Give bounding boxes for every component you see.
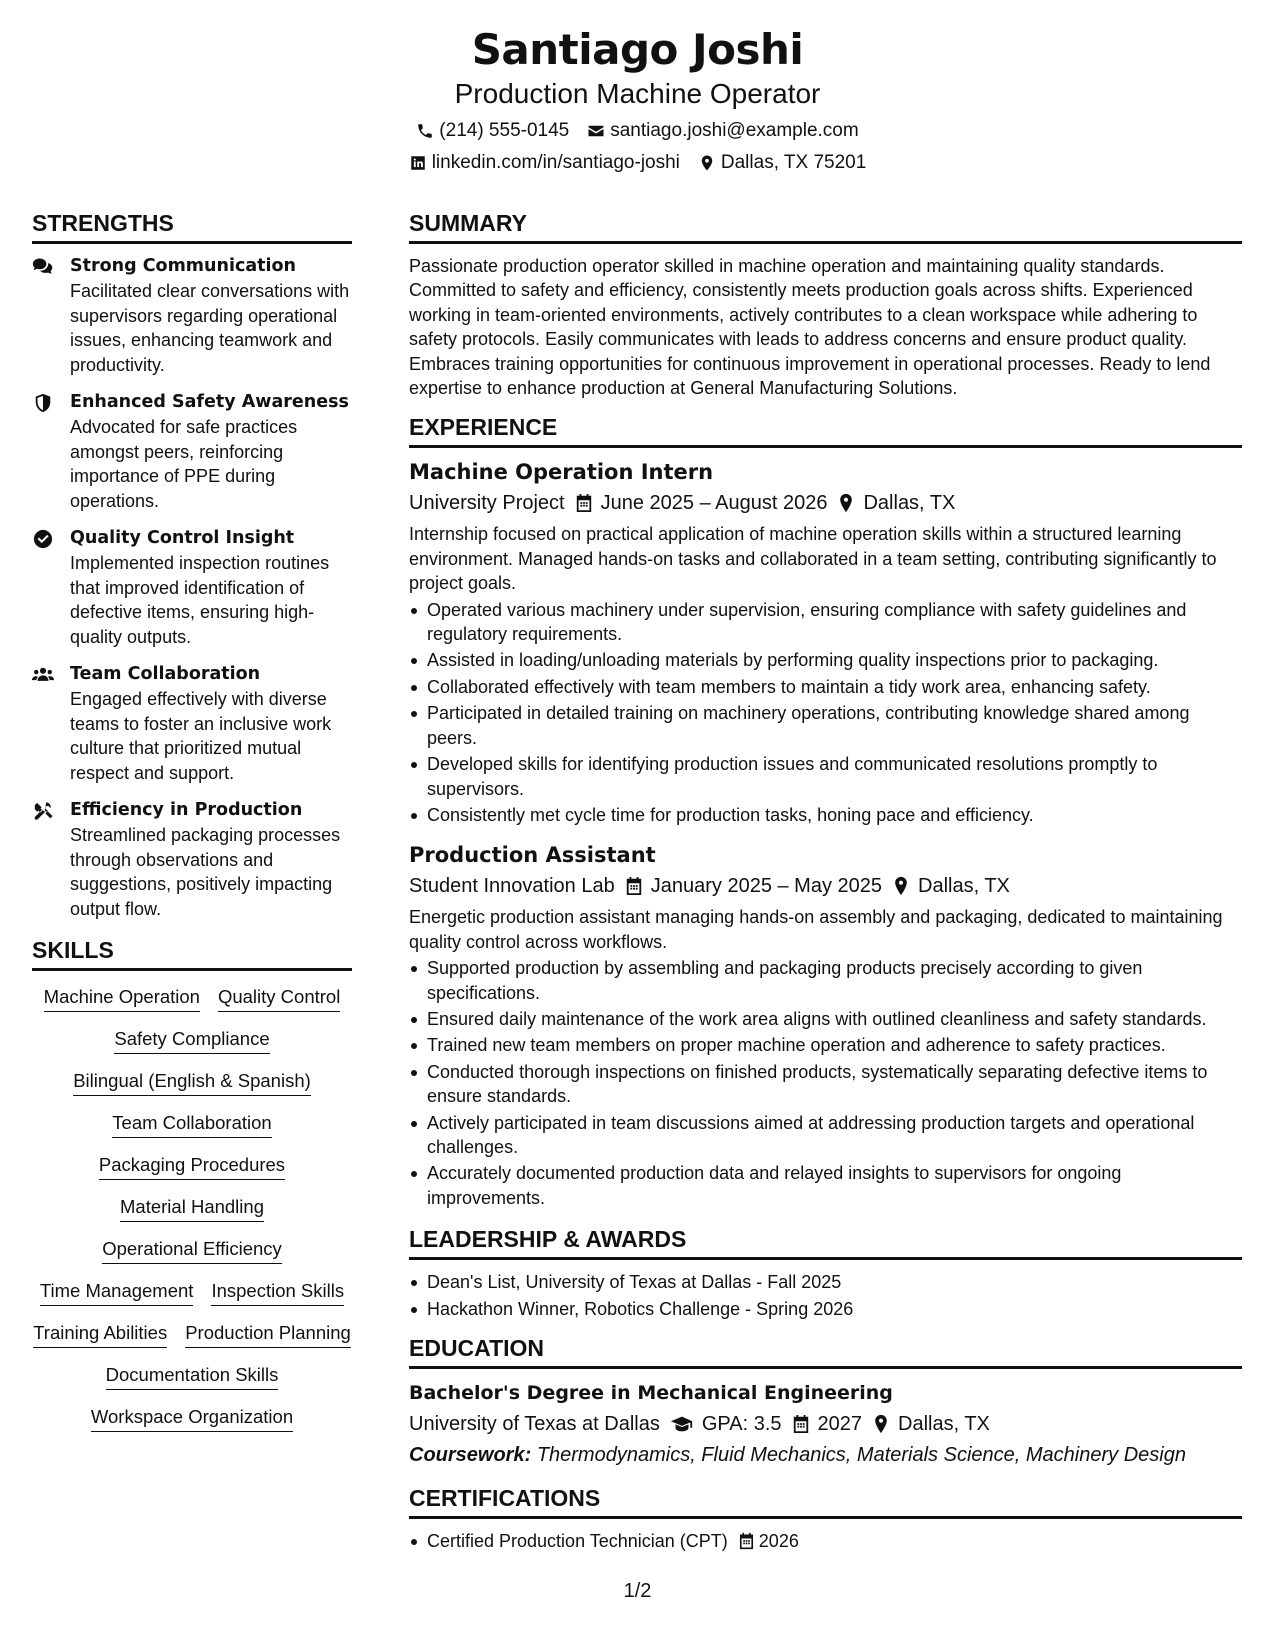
- strengths-heading: STRENGTHS: [32, 208, 352, 244]
- list-item: Dean's List, University of Texas at Dallas - Fall 2025: [409, 1270, 1242, 1294]
- strength-item: [32, 798, 352, 921]
- list-item: Participated in detailed training on machinery operations, contributing knowledge shared among peers.: [409, 701, 1242, 750]
- email-text: santiago.joshi@example.com: [610, 120, 859, 141]
- skill-tag: Training Abilities: [33, 1321, 167, 1348]
- skills-list: [32, 981, 352, 1432]
- job-title: Machine Operation Intern: [409, 460, 714, 485]
- list-item: Operated various machinery under supervision, ensuring compliance with safety guidelines and regulatory requirements.: [409, 598, 1242, 647]
- coursework-label: Coursework:: [409, 1444, 532, 1466]
- job-meta: [409, 871, 1242, 901]
- certifications-list: [409, 1529, 1242, 1553]
- map-marker-icon: [872, 1414, 890, 1434]
- right-column: [409, 208, 1242, 1555]
- list-item: Conducted thorough inspections on finished products, systematically separating defective items to ensure standards.: [409, 1060, 1242, 1109]
- coursework-text: Thermodynamics, Fluid Mechanics, Materials Science, Machinery Design: [536, 1444, 1186, 1466]
- phone-text: (214) 555-0145: [439, 120, 570, 141]
- education-meta: [409, 1409, 1242, 1439]
- calendar-icon: [625, 876, 643, 896]
- job-entry: [409, 458, 1242, 827]
- job-description: Internship focused on practical application of machine operation skills within a structured learning environment. Managed hands-on tasks and collaborated in a team setting, contributing significantly to project goals.: [409, 524, 1217, 594]
- job-location: Dallas, TX: [918, 875, 1010, 898]
- linkedin-contact: [409, 150, 680, 176]
- strength-item: [32, 526, 352, 649]
- skill-tag: Quality Control: [218, 985, 340, 1012]
- map-marker-icon: [698, 154, 716, 172]
- map-marker-icon: [892, 876, 910, 896]
- certifications-heading: CERTIFICATIONS: [409, 1483, 1242, 1519]
- list-item: Supported production by assembling and packaging products precisely according to given specifications.: [409, 956, 1242, 1005]
- skills-heading: SKILLS: [32, 935, 352, 971]
- skill-tag: Team Collaboration: [112, 1111, 271, 1138]
- job-description: Energetic production assistant managing hands-on assembly and packaging, dedicated to maintaining quality control across workflows.: [409, 907, 1223, 952]
- list-item: Accurately documented production data and relayed insights to supervisors for ongoing improvements.: [409, 1161, 1242, 1210]
- education-school: University of Texas at Dallas: [409, 1413, 660, 1435]
- calendar-icon: [575, 493, 593, 513]
- contact-row-2: [0, 150, 1275, 176]
- certification-year: 2026: [758, 1531, 799, 1551]
- left-column: [32, 208, 352, 1432]
- skill-tag: Machine Operation: [44, 985, 200, 1012]
- certification-name: Certified Production Technician (CPT): [427, 1531, 728, 1551]
- job-meta: [409, 488, 1242, 518]
- page-number: 1/2: [623, 1580, 652, 1602]
- list-item: Trained new team members on proper machine operation and adherence to safety practices.: [409, 1033, 1242, 1057]
- leadership-list: [409, 1270, 1242, 1321]
- skill-tag: Bilingual (English & Spanish): [73, 1069, 311, 1096]
- strength-desc: Engaged effectively with diverse teams to foster an inclusive work culture that prioritized mutual respect and support.: [70, 689, 332, 783]
- job-entry: [409, 841, 1242, 1210]
- education-location: Dallas, TX: [898, 1413, 990, 1435]
- skill-tag: Documentation Skills: [106, 1363, 279, 1390]
- linkedin-text: linkedin.com/in/santiago-joshi: [431, 152, 680, 173]
- leadership-heading: LEADERSHIP & AWARDS: [409, 1224, 1242, 1260]
- comments-icon: [32, 257, 54, 277]
- strength-desc: Advocated for safe practices amongst peers, reinforcing importance of PPE during operations.: [70, 417, 298, 511]
- resume-header: [0, 0, 1275, 176]
- job-org: University Project: [409, 492, 565, 515]
- list-item: Ensured daily maintenance of the work area aligns with outlined cleanliness and safety standards.: [409, 1007, 1242, 1031]
- job-dates: June 2025 – August 2026: [600, 492, 828, 515]
- summary-text: Passionate production operator skilled in machine operation and maintaining quality standards. Committed to safety and efficiency, consistently meets production goals across shifts. Experienced working in team-oriented environments, actively contributes to a clean workspace while adhering to safety protocols. Easily communicates with leads to address concerns and ensure product quality. Embraces training opportunities for continuous improvement in operational processes. Ready to lend expertise to enhance production at General Manufacturing Solutions.: [409, 256, 1211, 399]
- education-heading: EDUCATION: [409, 1333, 1242, 1369]
- strength-desc: Facilitated clear conversations with supervisors regarding operational issues, enhancing teamwork and productivity.: [70, 281, 350, 375]
- calendar-icon: [738, 1532, 755, 1550]
- job-dates: January 2025 – May 2025: [650, 875, 883, 898]
- skill-tag: Inspection Skills: [211, 1279, 344, 1306]
- list-item: Actively participated in team discussions aimed at addressing production targets and operational challenges.: [409, 1111, 1242, 1160]
- list-item: Collaborated effectively with team members to maintain a tidy work area, enhancing safety.: [409, 675, 1242, 699]
- skill-tag: Production Planning: [185, 1321, 351, 1348]
- skill-tag: Operational Efficiency: [102, 1237, 282, 1264]
- list-item: [409, 1529, 1242, 1553]
- list-item: Assisted in loading/unloading materials by performing quality inspections prior to packaging.: [409, 648, 1242, 672]
- education-coursework: [409, 1441, 1242, 1469]
- summary-heading: SUMMARY: [409, 208, 1242, 244]
- list-item: Developed skills for identifying production issues and communicated resolutions promptly to supervisors.: [409, 752, 1242, 801]
- education-degree: Bachelor's Degree in Mechanical Engineering: [409, 1382, 893, 1404]
- location-text: Dallas, TX 75201: [720, 152, 867, 173]
- skill-tag: Material Handling: [120, 1195, 264, 1222]
- map-marker-icon: [837, 493, 855, 513]
- strength-item: [32, 390, 352, 513]
- calendar-icon: [792, 1414, 810, 1434]
- candidate-title: Production Machine Operator: [454, 78, 821, 109]
- email-contact: [587, 118, 858, 144]
- list-item: Hackathon Winner, Robotics Challenge - Spring 2026: [409, 1297, 1242, 1321]
- strength-desc: Implemented inspection routines that improved identification of defective items, ensuring high-quality outputs.: [70, 553, 330, 647]
- strength-item: [32, 254, 352, 377]
- strength-item: [32, 662, 352, 785]
- shield-icon: [32, 393, 54, 413]
- strength-title: Quality Control Insight: [70, 528, 295, 548]
- job-org: Student Innovation Lab: [409, 875, 615, 898]
- users-icon: [32, 665, 54, 685]
- strength-title: Enhanced Safety Awareness: [70, 392, 349, 412]
- linkedin-icon: [409, 154, 427, 172]
- list-item: Consistently met cycle time for production tasks, honing pace and efficiency.: [409, 803, 1242, 827]
- job-location: Dallas, TX: [863, 492, 956, 515]
- tools-icon: [32, 801, 54, 821]
- location-contact: [698, 150, 866, 176]
- education-gpa: GPA: 3.5: [701, 1413, 782, 1435]
- candidate-name: Santiago Joshi: [471, 25, 804, 74]
- job-title: Production Assistant: [409, 843, 656, 868]
- strength-desc: Streamlined packaging processes through observations and suggestions, positively impacting output flow.: [70, 825, 341, 919]
- contact-row-1: [0, 118, 1275, 144]
- strength-title: Team Collaboration: [70, 664, 261, 684]
- education-year: 2027: [817, 1413, 863, 1435]
- envelope-icon: [587, 122, 605, 140]
- check-circle-icon: [32, 529, 54, 549]
- strength-title: Efficiency in Production: [70, 800, 303, 820]
- skill-tag: Workspace Organization: [91, 1405, 293, 1432]
- phone-icon: [416, 122, 434, 140]
- job-bullets: [409, 598, 1242, 828]
- strength-title: Strong Communication: [70, 256, 296, 276]
- experience-heading: EXPERIENCE: [409, 412, 1242, 448]
- skill-tag: Time Management: [40, 1279, 194, 1306]
- phone-contact: [416, 118, 569, 144]
- skill-tag: Packaging Procedures: [99, 1153, 285, 1180]
- graduation-cap-icon: [670, 1414, 694, 1434]
- skill-tag: Safety Compliance: [114, 1027, 269, 1054]
- job-bullets: [409, 956, 1242, 1210]
